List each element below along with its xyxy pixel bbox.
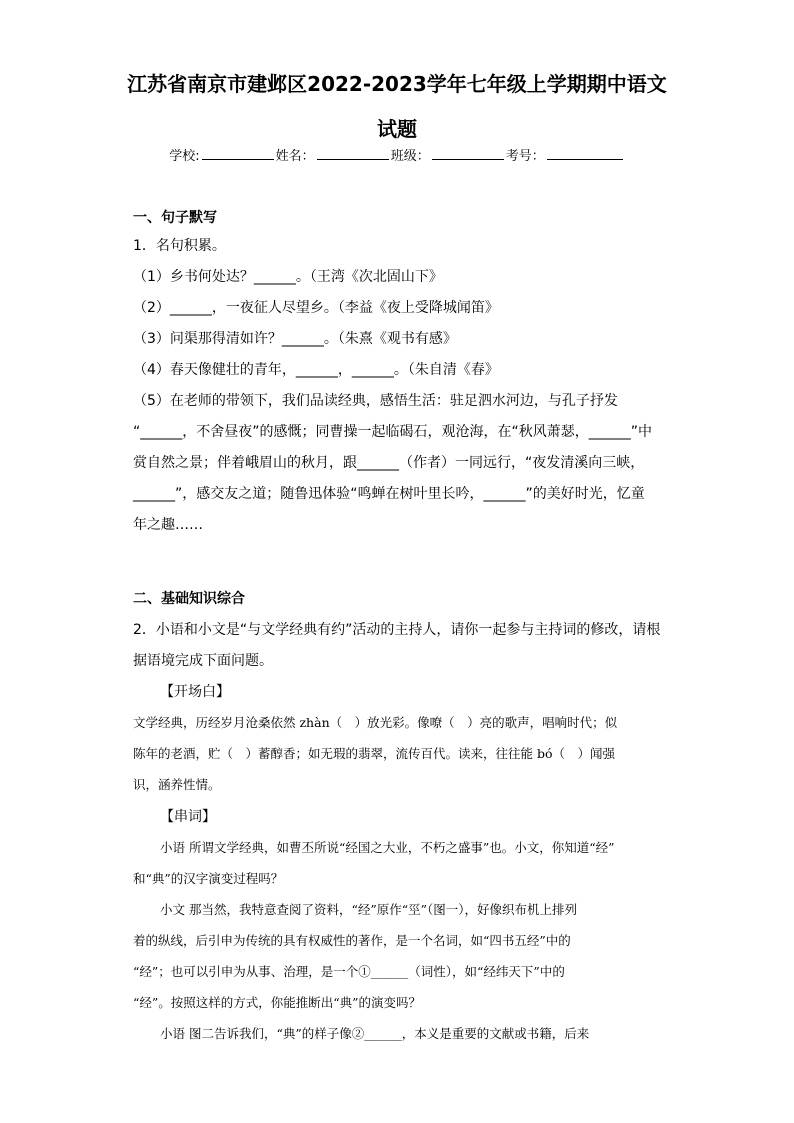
- sub-question-text: ______”，感交友之道；随鲁迅体验“鸣蝉在树叶里长吟，______”的美好时光，忆童: [133, 486, 645, 502]
- number-label: 考号：: [505, 149, 545, 164]
- dialogue-line: 小文 那当然，我特意查阅了资料，“经”原作“巠”（图一），好像织布机上排列: [160, 902, 578, 917]
- sub-question-text: 赏自然之景；伴着峨眉山的秋月，跟______（作者）一同远行，“夜发清溪向三峡，: [133, 455, 645, 471]
- page-title-continued: 试题: [377, 117, 417, 141]
- sub-question: （1）乡书何处达？______。（王湾《次北固山下》: [133, 269, 443, 285]
- dialogue-line: “经”。按照这样的方式，你能推断出“典”的演变吗？: [133, 995, 422, 1010]
- sub-question-text: “______，不舍昼夜”的感慨；同曹操一起临碣石，观沧海，在“秋风萧瑟，______”中: [133, 424, 653, 440]
- opening-text: 识，涵养性情。: [133, 777, 221, 792]
- name-blank[interactable]: [317, 147, 389, 160]
- sub-question: （5）在老师的带领下，我们品读经典，感悟生活：驻足泗水河边，与孔子抒发: [133, 393, 618, 409]
- link-label: 【串词】: [160, 809, 216, 825]
- section-heading: 二、基础知识综合: [133, 591, 245, 607]
- question-1: 1．名句积累。: [133, 238, 226, 254]
- class-label: 班级：: [390, 149, 430, 164]
- opening-text: 文学经典，历经岁月沧桑依然 zhàn（ ）放光彩。像嘹（ ）亮的歌声，唱响时代；似: [133, 715, 618, 730]
- dialogue-line: 小语 图二告诉我们，“典”的样子像②______，本义是重要的文献或书籍，后来: [160, 1026, 590, 1041]
- question-2: 2．小语和小文是“与文学经典有约”活动的主持人，请你一起参与主持词的修改，请根: [133, 622, 661, 638]
- opening-label: 【开场白】: [160, 684, 230, 700]
- sub-question: （4）春天像健壮的青年，______，______。（朱自清《春》: [133, 362, 499, 378]
- page-title: 江苏省南京市建邺区2022-2023学年七年级上学期期中语文: [127, 72, 667, 96]
- dialogue-line: “经”；也可以引申为从事、治理，是一个①______（词性），如“经纬天下”中的: [133, 964, 565, 979]
- school-label: 学校:: [169, 149, 200, 164]
- sub-question: （2）______，一夜征人尽望乡。（李益《夜上受降城闻笛》: [133, 300, 499, 316]
- section-heading: 一、句子默写: [133, 210, 217, 226]
- dialogue-line: 和“典”的汉字演变过程吗？: [133, 871, 284, 886]
- student-info-row: [0, 145, 794, 164]
- dialogue-line: 小语 所谓文学经典，如曹丕所说“经国之大业，不朽之盛事”也。小文，你知道“经”: [160, 840, 615, 855]
- dialogue-line: 着的纵线，后引申为传统的具有权威性的著作，是一个名词，如“四书五经”中的: [133, 933, 571, 948]
- name-label: 姓名：: [275, 149, 315, 164]
- question-2-continued: 据语境完成下面问题。: [133, 653, 273, 669]
- sub-question: （3）问渠那得清如许？______。（朱熹《观书有感》: [133, 331, 457, 347]
- school-blank[interactable]: [202, 147, 274, 160]
- class-blank[interactable]: [432, 147, 504, 160]
- sub-question-text: 年之趣……: [133, 517, 203, 533]
- number-blank[interactable]: [547, 147, 623, 160]
- opening-text: 陈年的老酒，贮（ ）蓄醇香；如无瑕的翡翠，流传百代。读来，往往能 bó（ ）闻强: [133, 746, 616, 761]
